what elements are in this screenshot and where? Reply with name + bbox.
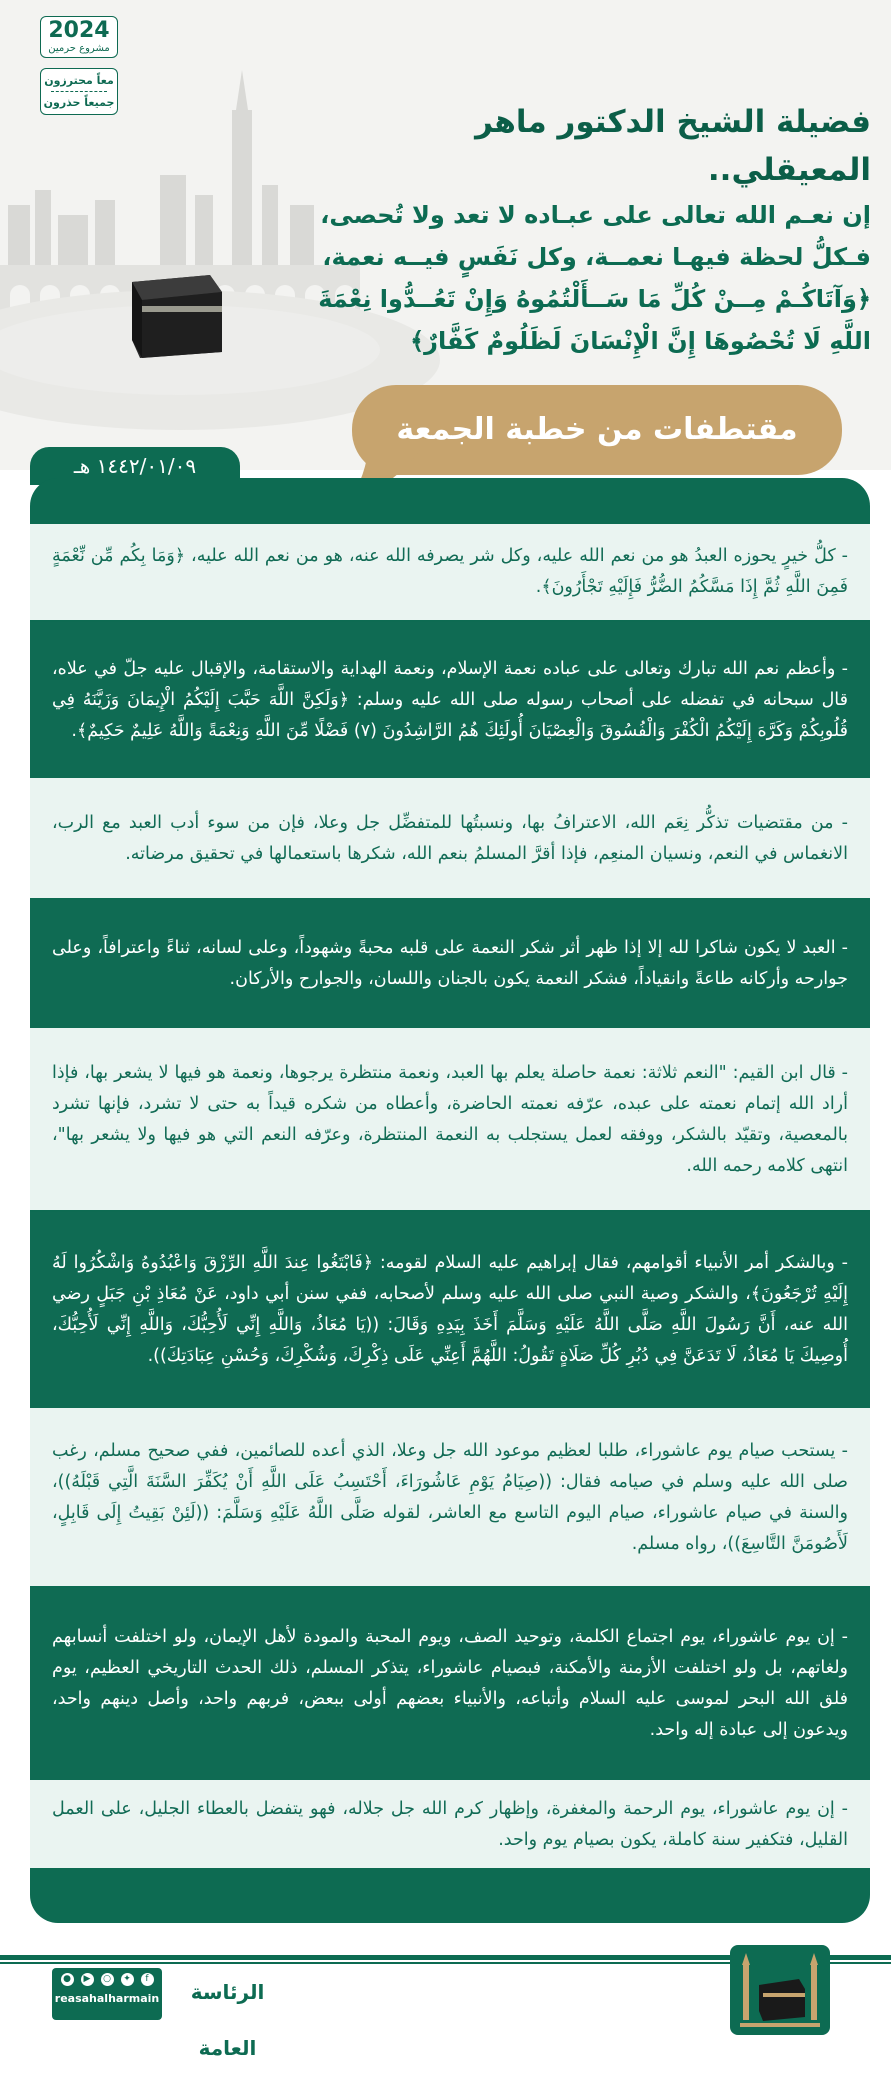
excerpt-card: - العبد لا يكون شاكرا لله إلا إذا ظهر أثر شكر النعمة على قلبه محبةً وشهوداً، وعلى لسانه، ثناءً واعترافاً، وعلى جوارحه وأركانه طاعةً وانقياداً، فشكر النعمة يكون بالجنان واللسان، والجوارح والأركان. bbox=[30, 900, 870, 1030]
snapchat-icon[interactable]: ● bbox=[61, 1973, 74, 1986]
hijri-date: ١٤٤٢/٠١/٠٩ هـ bbox=[30, 447, 240, 485]
intro-text bbox=[311, 98, 871, 362]
section-title: مقتطفات من خطبة الجمعة bbox=[396, 412, 798, 447]
slogan-line-2: جميعاً حذرون bbox=[43, 96, 115, 109]
slogan-divider bbox=[51, 91, 107, 92]
social-handle: reasahalharmain bbox=[54, 1992, 160, 2005]
intro-line-1: إن نعـم الله تعالى على عبـاده لا تعد ولا تُحصى، bbox=[320, 201, 871, 229]
slogan-box bbox=[40, 68, 118, 115]
slogan-line-1: معاً محترزون bbox=[44, 74, 114, 87]
intro-line-3: ﴿وَآتَاكُـمْ مِــنْ كُلِّ مَا سَــأَلْتُمُوهُ وَإِنْ تَعُــدُّوا نِعْمَةَ bbox=[318, 285, 871, 313]
project-badge bbox=[40, 16, 118, 125]
badge-project: مشروع حرمين bbox=[48, 43, 110, 54]
excerpt-card: - وأعظم نعم الله تبارك وتعالى على عباده نعمة الإسلام، ونعمة الهداية والاستقامة، والإقبال عليه جلّ في علاه، قال سبحانه في تفضله على أصحاب رسوله صلى الله عليه وسلم: ﴿وَلَكِنَّ اللَّهَ حَبَّبَ إِلَيْكُمُ الْإِيمَانَ وَزَيَّنَهُ فِي قُلُوبِكُمْ وَكَرَّهَ إِلَيْكُمُ الْكُفْرَ وَالْفُسُوقَ وَالْعِصْيَانَ أُولَئِكَ هُمُ الرَّاشِدُونَ (٧) فَضْلًا مِّنَ اللَّهِ وَنِعْمَةً وَاللَّهُ عَلِيمٌ حَكِيمٌ﴾. bbox=[30, 622, 870, 780]
excerpt-card: - وبالشكر أمر الأنبياء أقوامهم، فقال إبراهيم عليه السلام لقومه: ﴿فَابْتَغُوا عِندَ اللَّهِ الرِّزْقَ وَاعْبُدُوهُ وَاشْكُرُوا لَهُ إِلَيْهِ تُرْجَعُونَ﴾، والشكر وصية النبي صلى الله عليه وسلم لأصحابه، ففي سنن أبي داود، عَنْ مُعَاذِ بْنِ جَبَلٍ رضي الله عنه، أَنَّ رَسُولَ اللَّهِ صَلَّى اللَّهُ عَلَيْهِ وَسَلَّمَ أَخَذَ بِيَدِهِ وَقَالَ: ((يَا مُعَاذُ، وَاللَّهِ إِنِّي لَأُحِبُّكَ، وَاللَّهِ إِنِّي لَأُحِبُّكَ، أُوصِيكَ يَا مُعَاذُ، لَا تَدَعَنَّ فِي دُبُرِ كُلِّ صَلَاةٍ تَقُولُ: اللَّهُمَّ أَعِنِّي عَلَى ذِكْرِكَ، وَشُكْرِكَ، وَحُسْنِ عِبَادَتِكَ)). bbox=[30, 1212, 870, 1410]
excerpt-card: - يستحب صيام يوم عاشوراء، طلبا لعظيم موعود الله جل وعلا، الذي أعده للصائمين، ففي صحيح مسلم، رغب صلى الله عليه وسلم في صيامه فقال: ((صِيَامُ يَوْمِ عَاشُورَاءَ، أَحْتَسِبُ عَلَى اللَّهِ أَنْ يُكَفِّرَ السَّنَةَ الَّتِي قَبْلَهُ))، والسنة في صيام عاشوراء، صيام اليوم التاسع مع العاشر، لقوله صَلَّى اللَّهُ عَلَيْهِ وَسَلَّمَ: ((لَئِنْ بَقِيتُ إِلَى قَابِلٍ، لَأَصُومَنَّ التَّاسِعَ))، رواه مسلم. bbox=[30, 1410, 870, 1588]
excerpt-card: - إن يوم عاشوراء، يوم اجتماع الكلمة، وتوحيد الصف، ويوم المحبة والمودة لأهل الإيمان، ولو اختلفت أنسابهم ولغاتهم، بل ولو اختلفت الأزمنة والأمكنة، فبصيام عاشوراء، يتذكر المسلم، ذلك الحدث التاريخي العظيم، يوم فلق الله البحر لموسى عليه السلام وأتباعه، والأنبياء بعضهم أولى ببعض، فربهم واحد، وأصل دينهم واحد، ويدعون إلى عبادة إله واحد. bbox=[30, 1588, 870, 1782]
badge-year: 2024 bbox=[48, 18, 110, 43]
year-box bbox=[40, 16, 118, 58]
intro-line-4: اللَّهِ لَا تُحْصُوهَا إِنَّ الْإِنْسَانَ لَظَلُومٌ كَفَّارٌ﴾ bbox=[410, 327, 871, 355]
excerpt-card: - إن يوم عاشوراء، يوم الرحمة والمغفرة، وإظهار كرم الله جل جلاله، فهو يتفضل بالعطاء الجليل، على العمل القليل، فتكفير سنة كاملة، يكون بصيام يوم واحد. bbox=[30, 1782, 870, 1870]
excerpt-card: - من مقتضيات تذكُّر نِعَم الله، الاعترافُ بها، ونسبتُها للمتفضِّل جل وعلا، فإن من سوء أدب العبد مع الرب، الانغماس في النعم، ونسيان المنعِم، فإذا أقرَّ المسلمُ بنعم الله، شكرها باستعمالها في تحقيق مرضاته. bbox=[30, 780, 870, 900]
twitter-icon[interactable]: ✦ bbox=[121, 1973, 134, 1986]
sheikh-title: فضيلة الشيخ الدكتور ماهر المعيقلي.. bbox=[475, 104, 871, 188]
social-handle-block[interactable] bbox=[52, 1968, 162, 2020]
social-icons bbox=[52, 1968, 162, 1986]
excerpts-list bbox=[30, 524, 870, 1870]
excerpt-card: - كلُّ خيرٍ يحوزه العبدُ هو من نعم الله عليه، وكل شر يصرفه الله عنه، هو من نعم الله عليه، ﴿وَمَا بِكُم مِّن نِّعْمَةٍ فَمِنَ اللَّهِ ثُمَّ إِذَا مَسَّكُمُ الضُّرُّ فَإِلَيْهِ تَجْأَرُونَ﴾. bbox=[30, 524, 870, 622]
facebook-icon[interactable]: f bbox=[141, 1973, 154, 1986]
excerpt-card: - قال ابن القيم: "النعم ثلاثة: نعمة حاصلة يعلم بها العبد، ونعمة منتظرة يرجوها، ونعمة هو فيها لا يشعر بها، فإذا أراد الله إتمام نعمته على عبده، عرّفه نعمته الحاضرة، وأعطاه من شكره قيداً به حتى لا تشرد، فإنها تشرد بالمعصية، وتقيّد بالشكر، ووفقه لعمل يستجلب به النعمة المنتظرة، وعرّفه النعم التي هو فيها ولا يشعر بها"، انتهى كلامه رحمه الله. bbox=[30, 1030, 870, 1212]
presidency-calligraphy-logo: الرئاسة العامة bbox=[190, 1980, 265, 2060]
instagram-icon[interactable]: ○ bbox=[101, 1973, 114, 1986]
intro-line-2: فـكلُّ لحظة فيهـا نعمــة، وكل نَفَسٍ فيــه نعمة، bbox=[322, 243, 871, 271]
youtube-icon[interactable]: ▶ bbox=[81, 1973, 94, 1986]
presidency-emblem-icon bbox=[725, 1945, 835, 2035]
